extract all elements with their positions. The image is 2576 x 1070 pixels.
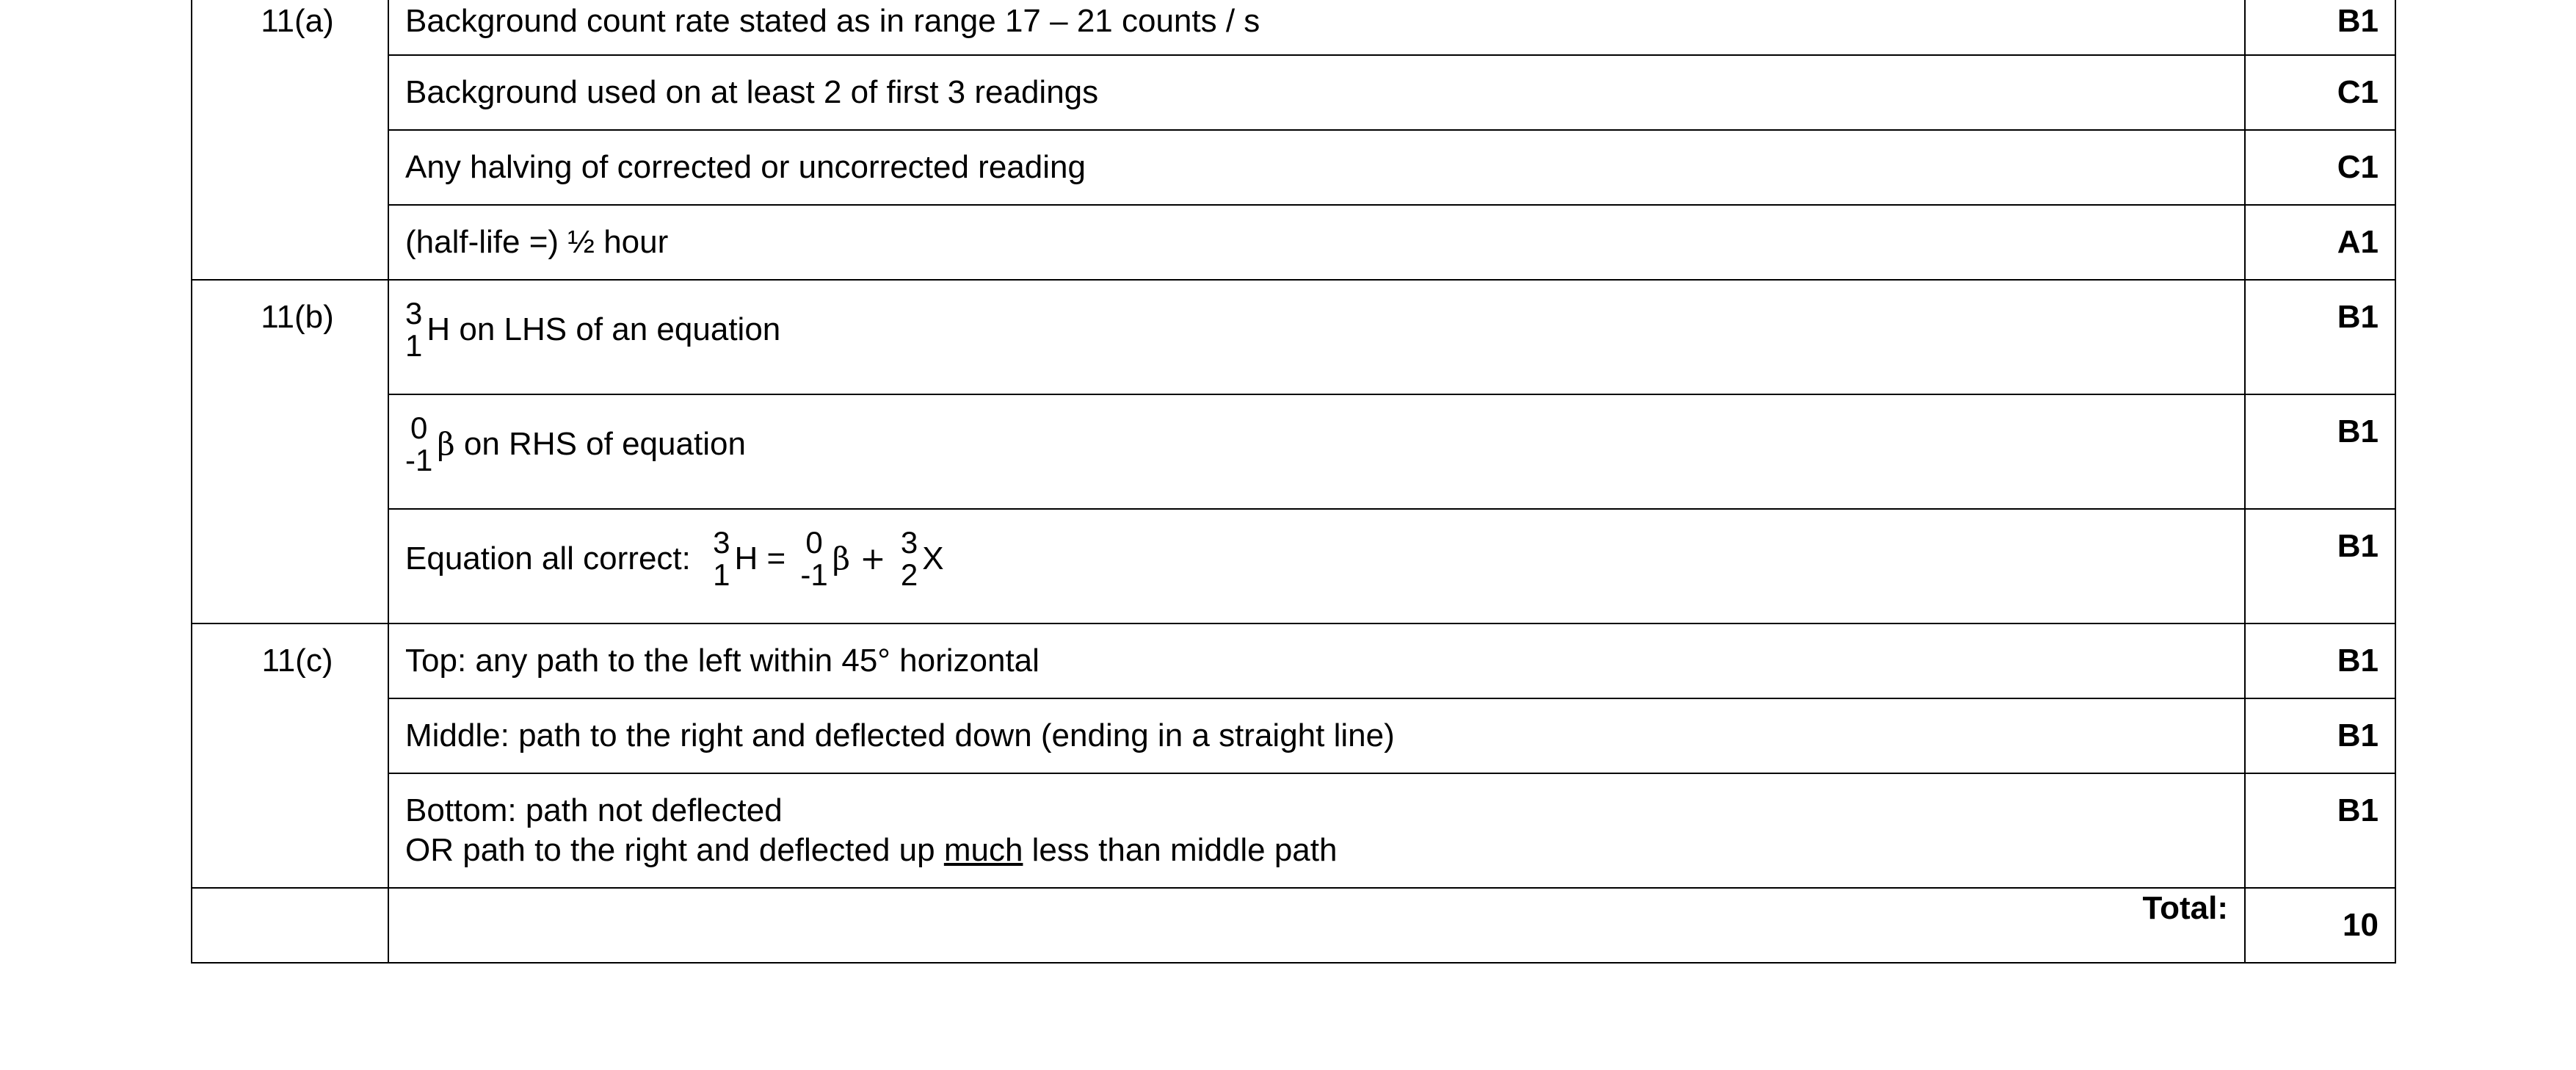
mass-number: 3 [900, 525, 918, 560]
table-row [192, 205, 2395, 280]
nuclide-notation [800, 527, 827, 591]
mark-code: C1 [2337, 74, 2379, 110]
mark-code: B1 [2337, 792, 2379, 828]
answer-cell [388, 773, 2245, 888]
table-row [192, 394, 2395, 509]
equation-part: β + [832, 541, 886, 576]
mark-cell [2245, 130, 2395, 205]
equation-part: X [922, 541, 944, 576]
mass-number: 0 [410, 411, 428, 445]
mark-code: B1 [2337, 299, 2379, 335]
atomic-number: -1 [405, 443, 433, 477]
total-row [192, 888, 2395, 963]
mass-number: 0 [805, 525, 823, 560]
answer-text: OR path to the right and deflected up [405, 832, 944, 868]
atomic-number: 1 [713, 557, 730, 592]
table-row [192, 0, 2395, 55]
mark-code: C1 [2337, 149, 2379, 185]
answer-text: Background count rate stated as in range 17 – 21 counts / s [405, 3, 1260, 39]
mass-number: 3 [713, 525, 730, 560]
answer-cell [388, 394, 2245, 509]
answer-text: less than middle path [1023, 832, 1338, 868]
atomic-number: 2 [900, 557, 918, 592]
mark-cell [2245, 0, 2395, 55]
question-number-cell [192, 0, 388, 280]
question-number: 11(c) [261, 643, 333, 679]
answer-cell [388, 509, 2245, 623]
table-row [192, 55, 2395, 130]
answer-text: Top: any path to the left within 45° horizontal [405, 643, 1040, 679]
nuclide-notation [405, 297, 422, 362]
answer-cell [388, 698, 2245, 773]
mark-scheme-table [191, 0, 2396, 964]
nuclide-notation [405, 412, 432, 477]
answer-text: H on LHS of an equation [427, 311, 781, 347]
mass-number: 3 [405, 296, 423, 330]
total-label: Total: [2142, 890, 2228, 926]
table-row [192, 698, 2395, 773]
mark-code: A1 [2337, 224, 2379, 260]
answer-cell [388, 55, 2245, 130]
total-value: 10 [2343, 907, 2379, 943]
answer-cell [388, 623, 2245, 698]
answer-text-line [405, 831, 2244, 870]
mark-code: B1 [2337, 528, 2379, 564]
answer-text: Bottom: path not deflected [405, 792, 783, 828]
answer-text: Middle: path to the right and deflected down (ending in a straight line) [405, 717, 1395, 753]
table-row [192, 509, 2395, 623]
table-row [192, 280, 2395, 394]
answer-text: Equation all correct: [405, 541, 691, 576]
underlined-word: much [943, 832, 1023, 868]
mark-code: B1 [2337, 717, 2379, 753]
mark-cell [2245, 698, 2395, 773]
table-row [192, 773, 2395, 888]
answer-cell [388, 280, 2245, 394]
mark-cell [2245, 205, 2395, 280]
atomic-number: -1 [800, 557, 828, 592]
mark-cell [2245, 55, 2395, 130]
total-value-cell [2245, 888, 2395, 963]
mark-code: B1 [2337, 643, 2379, 679]
question-number-cell [192, 623, 388, 888]
equation-part: H = [734, 541, 786, 576]
table-row [192, 623, 2395, 698]
question-number-cell [192, 280, 388, 623]
question-number: 11(b) [261, 299, 334, 335]
mark-cell [2245, 280, 2395, 394]
mark-cell [2245, 623, 2395, 698]
total-label-cell [388, 888, 2245, 963]
answer-cell [388, 205, 2245, 280]
mark-code: B1 [2337, 413, 2379, 449]
answer-cell [388, 0, 2245, 55]
answer-text: (half-life =) ½ hour [405, 224, 669, 260]
answer-text: on RHS of equation [463, 426, 746, 462]
empty-cell [192, 888, 388, 963]
beta-symbol: β [437, 426, 455, 462]
mark-cell [2245, 509, 2395, 623]
table-row [192, 130, 2395, 205]
answer-text: Background used on at least 2 of first 3 readings [405, 74, 1099, 110]
mark-cell [2245, 394, 2395, 509]
mark-cell [2245, 773, 2395, 888]
atomic-number: 1 [405, 328, 423, 363]
nuclide-notation [713, 527, 730, 591]
nuclide-notation [901, 527, 918, 591]
question-number: 11(a) [261, 3, 334, 39]
mark-code: B1 [2337, 3, 2379, 39]
answer-cell [388, 130, 2245, 205]
answer-text: Any halving of corrected or uncorrected reading [405, 149, 1086, 185]
